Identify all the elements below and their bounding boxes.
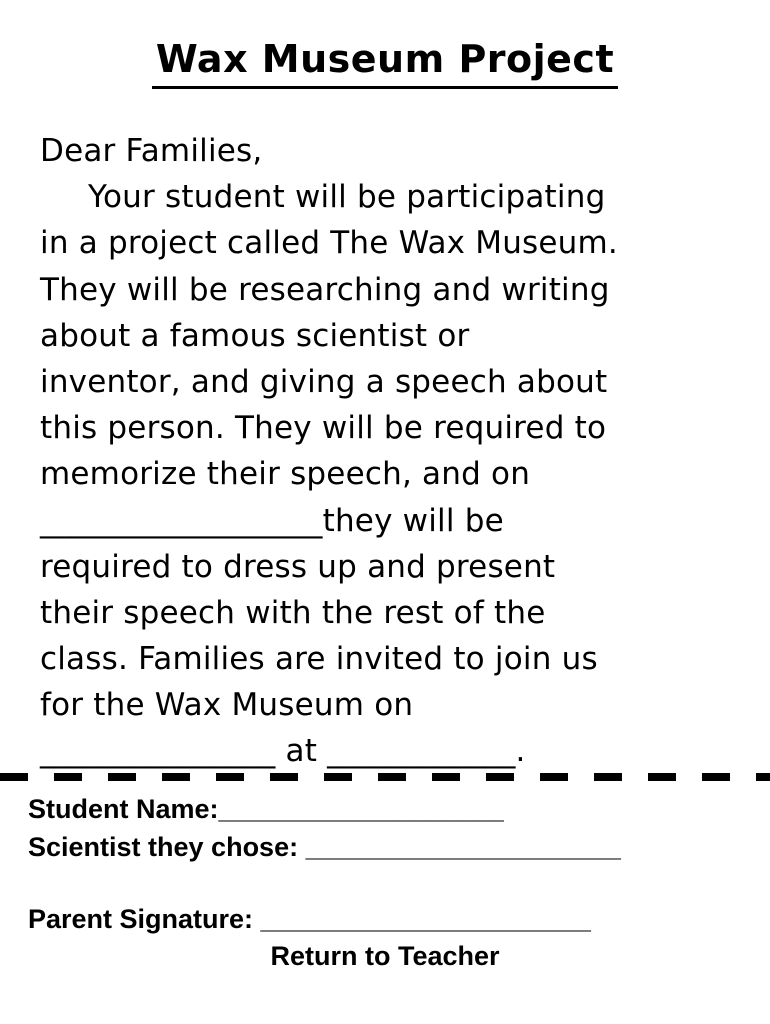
letter-body <box>40 128 750 775</box>
letter-line: They will be researching and writing <box>40 271 610 308</box>
letter-greeting: Dear Families, <box>40 133 263 169</box>
letter-line: about a famous scientist or <box>40 317 470 354</box>
letter-line: for the Wax Museum on <box>40 687 414 724</box>
form-spacer <box>28 866 748 900</box>
letter-line: memorize their speech, and on <box>40 456 531 493</box>
letter-line: Your student will be participating <box>88 179 606 216</box>
letter-line: in a project called The Wax Museum. <box>40 225 618 262</box>
parent-signature-field: Parent Signature: ______________________ <box>28 904 591 934</box>
letter-line: class. Families are invited to join us <box>40 641 598 678</box>
letter-line: their speech with the rest of the <box>40 594 546 631</box>
letter-line: required to dress up and present <box>40 548 556 585</box>
letter-line-date-blank: __________________they will be <box>40 502 504 539</box>
page-title <box>0 37 770 89</box>
student-name-field: Student Name:___________________ <box>28 794 504 824</box>
page-title-text: Wax Museum Project <box>152 40 618 89</box>
scientist-field: Scientist they chose: _____________________ <box>28 832 621 862</box>
letter-line-date-time-blanks: _______________ at ____________. <box>40 733 526 770</box>
return-slip-form <box>28 790 748 938</box>
return-to-teacher-note: Return to Teacher <box>270 941 500 971</box>
letter-line: this person. They will be required to <box>40 410 607 447</box>
cut-line-divider <box>0 773 770 781</box>
letter-line: inventor, and giving a speech about <box>40 363 608 400</box>
